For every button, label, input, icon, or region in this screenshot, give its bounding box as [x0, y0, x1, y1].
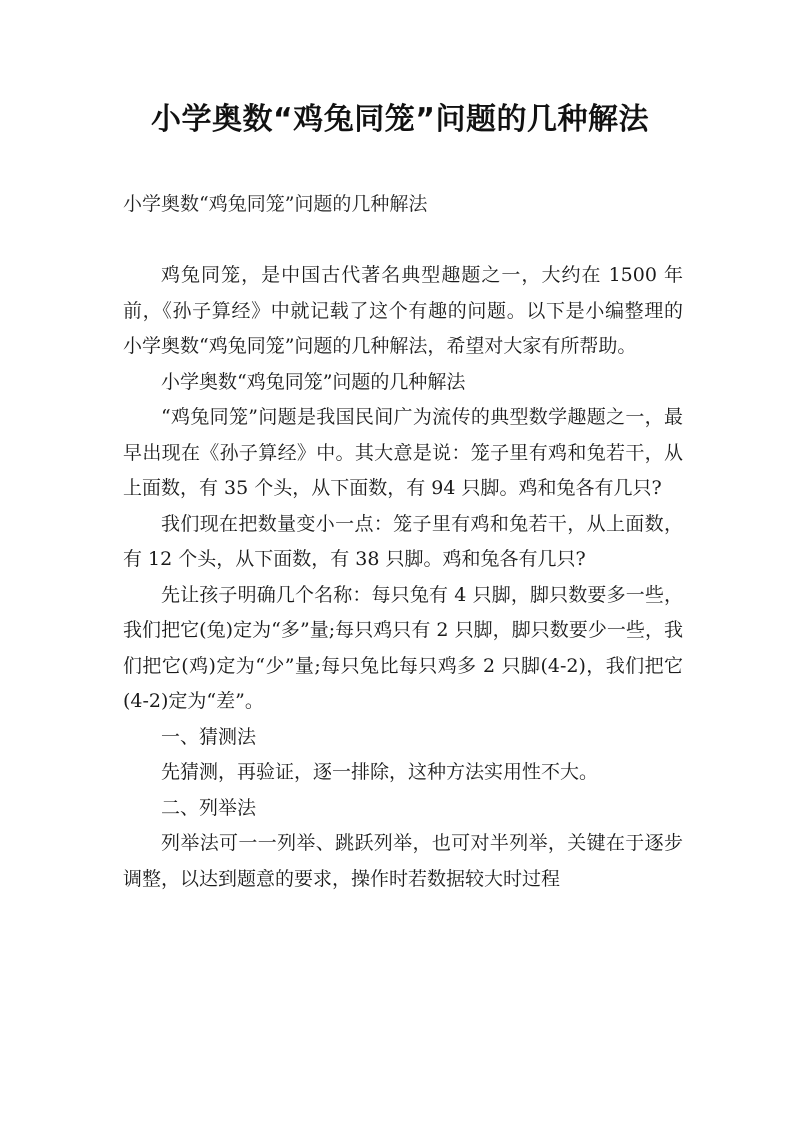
- paragraph-section-heading: 小学奥数“鸡兔同笼”问题的几种解法: [161, 370, 466, 393]
- paragraph-intro: 鸡兔同笼，是中国古代著名典型趣题之一，大约在 1500 年前，《孙子算经》中就记载了这个有趣的问题。以下是小编整理的小学奥数“鸡兔同笼”问题的几种解法，希望对大家有所帮助。: [123, 264, 683, 357]
- heading-guess-method: 一、猜测法: [161, 725, 257, 748]
- paragraph-list-method: 列举法可一一列举、跳跃列举，也可对半列举，关键在于逐步调整，以达到题意的要求，操作时若数据较大时过程: [123, 832, 683, 890]
- paragraph-problem-statement: “鸡兔同笼”问题是我国民间广为流传的典型数学趣题之一，最早出现在《孙子算经》中。其大意是说：笼子里有鸡和兔若干，从上面数，有 35 个头，从下面数，有 94 只脚。鸡和兔各有几只?: [123, 406, 683, 499]
- paragraph-terms: 先让孩子明确几个名称：每只兔有 4 只脚，脚只数要多一些，我们把它(兔)定为“多”量;每只鸡只有 2 只脚，脚只数要少一些，我们把它(鸡)定为“少”量;每只兔比每只鸡多 2 只脚(4-2)，我们把它(4-2)定为“差”。: [123, 583, 683, 712]
- paragraph-simplified-problem: 我们现在把数量变小一点：笼子里有鸡和兔若干，从上面数，有 12 个头，从下面数，有 38 只脚。鸡和兔各有几只?: [123, 512, 683, 570]
- document-subtitle: 小学奥数“鸡兔同笼”问题的几种解法: [123, 193, 428, 215]
- paragraph-guess-method: 先猜测，再验证，逐一排除，这种方法实用性不大。: [161, 761, 599, 783]
- document-body: [123, 258, 683, 897]
- document-title: 小学奥数“鸡兔同笼”问题的几种解法: [151, 102, 649, 137]
- heading-list-method: 二、列举法: [161, 796, 257, 819]
